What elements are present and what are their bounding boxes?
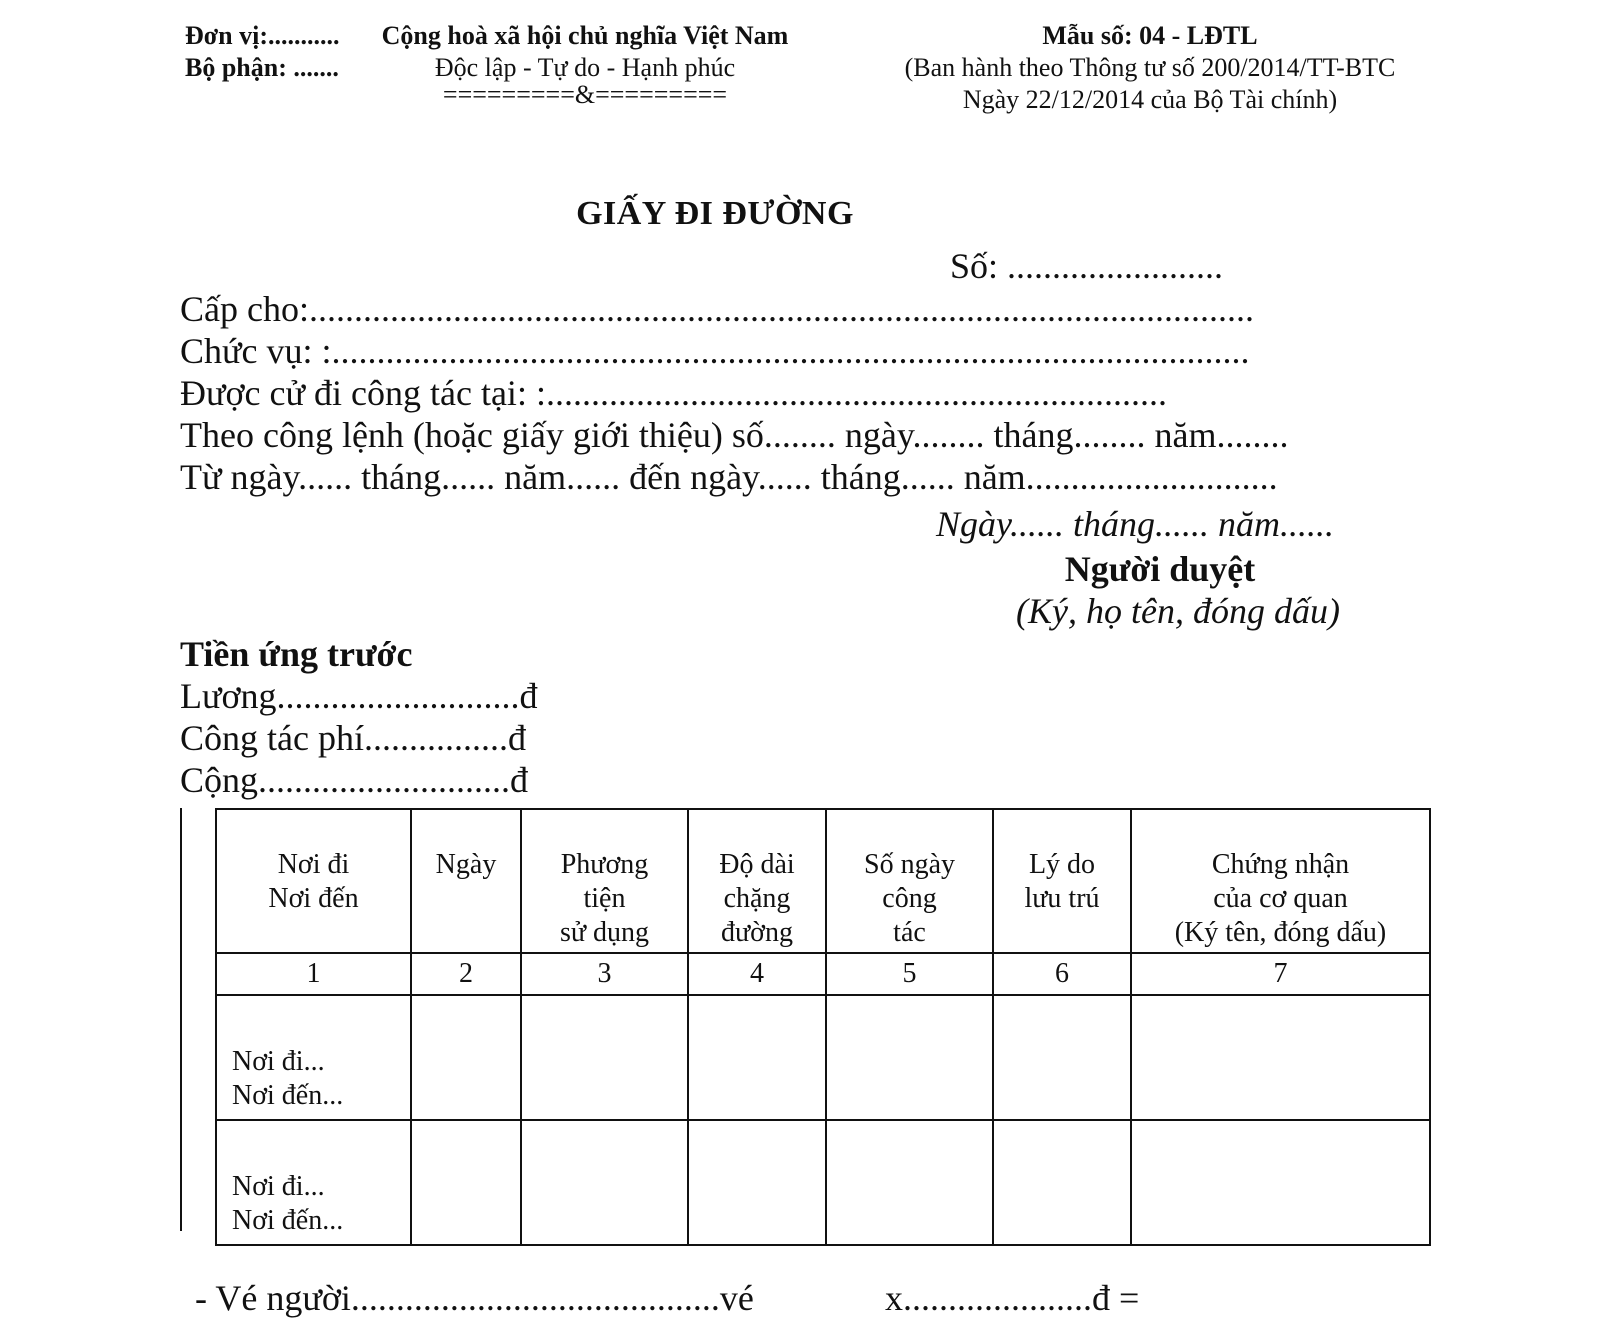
- advance-section: [180, 633, 538, 801]
- table-cell: [521, 995, 688, 1120]
- travel-details: [180, 288, 1288, 498]
- table-row: [216, 1120, 1430, 1245]
- issued-by: (Ban hành theo Thông tư số 200/2014/TT-BTC: [904, 53, 1396, 82]
- column-number: 4: [688, 953, 826, 995]
- col-header-days: Số ngày công tác: [826, 809, 993, 953]
- table-cell: [411, 1120, 521, 1245]
- left-margin-rule: [180, 808, 182, 1231]
- arrival-place: Nơi đến...: [232, 1205, 344, 1236]
- document-number: Số: ........................: [950, 246, 1224, 286]
- col-header-distance: Độ dài chặng đường: [688, 809, 826, 953]
- advance-heading: Tiền ứng trước: [180, 634, 413, 674]
- form-number: Mẫu số: 04 - LĐTL: [1042, 21, 1258, 50]
- table-cell: [521, 1120, 688, 1245]
- travel-allowance-field: Công tác phí................đ: [180, 718, 526, 758]
- column-number: 3: [521, 953, 688, 995]
- table-cell: [688, 1120, 826, 1245]
- total-field: Cộng............................đ: [180, 760, 529, 800]
- column-number-row: [216, 953, 1430, 995]
- date-range-field: Từ ngày...... tháng...... năm...... đến ngày...... tháng...... năm............................: [180, 457, 1278, 497]
- table-cell: [688, 995, 826, 1120]
- approver-title: Người duyệt: [1064, 549, 1256, 589]
- trip-table: [215, 808, 1431, 1246]
- motto-rule: =========&=========: [442, 80, 728, 109]
- country-name: Cộng hoà xã hội chủ nghĩa Việt Nam: [381, 21, 789, 50]
- table-cell: [1131, 995, 1430, 1120]
- column-number: 1: [216, 953, 411, 995]
- table-cell: [411, 995, 521, 1120]
- departure-place: Nơi đi...: [232, 1171, 325, 1202]
- column-number: 5: [826, 953, 993, 995]
- table-row: [216, 995, 1430, 1120]
- unit-field: Đơn vị:...........: [185, 21, 340, 50]
- form-info: [860, 20, 1440, 116]
- place-cell: [216, 995, 411, 1120]
- unit-block: [185, 20, 340, 84]
- national-motto: Độc lập - Tự do - Hạnh phúc: [434, 53, 736, 82]
- issued-to-field: Cấp cho:.........................................................................................................: [180, 289, 1254, 329]
- national-header: [370, 20, 800, 109]
- position-field: Chức vụ: :......................................................................................................: [180, 331, 1250, 371]
- col-header-place: Nơi đi Nơi đến: [216, 809, 411, 953]
- column-number: 2: [411, 953, 521, 995]
- departure-place: Nơi đi...: [232, 1046, 325, 1077]
- col-header-date: Ngày: [411, 809, 521, 953]
- issued-date: Ngày 22/12/2014 của Bộ Tài chính): [962, 85, 1338, 114]
- col-header-transport: Phương tiện sử dụng: [521, 809, 688, 953]
- table-cell: [993, 995, 1131, 1120]
- col-header-reason: Lý do lưu trú: [993, 809, 1131, 953]
- salary-field: Lương...........................đ: [180, 676, 538, 716]
- destination-field: Được cử đi công tác tại: :.....................................................................: [180, 373, 1167, 413]
- table-cell: [826, 1120, 993, 1245]
- approval-date: Ngày...... tháng...... năm......: [935, 504, 1334, 544]
- table-cell: [826, 995, 993, 1120]
- ticket-field: - Vé người.........................................vé: [195, 1278, 754, 1318]
- department-field: Bộ phận: .......: [185, 53, 339, 82]
- table-header-row: [216, 809, 1430, 953]
- ticket-multiplier-field: x.....................đ =: [885, 1278, 1140, 1318]
- col-header-certification: Chứng nhận của cơ quan (Ký tên, đóng dấu): [1131, 809, 1430, 953]
- document-title: GIẤY ĐI ĐƯỜNG: [576, 195, 854, 232]
- column-number: 6: [993, 953, 1131, 995]
- arrival-place: Nơi đến...: [232, 1080, 344, 1111]
- approver-signature-note: (Ký, họ tên, đóng dấu): [1016, 591, 1340, 631]
- column-number: 7: [1131, 953, 1430, 995]
- place-cell: [216, 1120, 411, 1245]
- table-cell: [993, 1120, 1131, 1245]
- order-reference-field: Theo công lệnh (hoặc giấy giới thiệu) số........ ngày........ tháng........ năm........: [180, 415, 1289, 455]
- table-cell: [1131, 1120, 1430, 1245]
